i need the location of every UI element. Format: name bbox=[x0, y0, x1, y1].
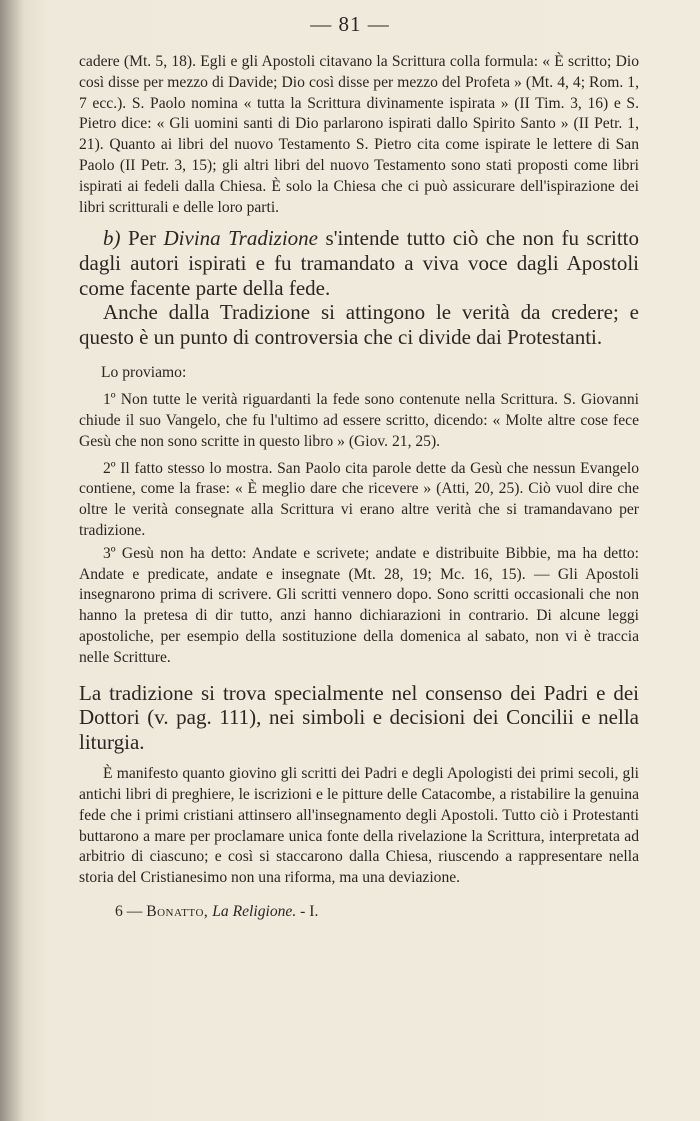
tradition-controversy: Anche dalla Tradizione si attingono le verità da credere; e questo è un punto di controversia che ci divide dai Protestanti. bbox=[79, 300, 639, 349]
tradition-definition: b) Per Divina Tradizione s'intende tutto ciò che non fu scritto dagli autori ispirati e fu tramandato a viva voce dagli Apostoli come facente parte della fede. bbox=[79, 226, 640, 300]
proof-item-1: 1º Non tutte le verità riguardanti la fede sono contenute nella Scrittura. S. Giovanni chiude il suo Vangelo, che fu l'ultimo ad essere scritto, dicendo: « Molte altre cose fece Gesù che non sono scritte in questo libro » (Giov. 21, 25). bbox=[79, 391, 639, 450]
tradition-sources: La tradizione si trova specialmente nel consenso dei Padri e dei Dottori (v. pag. 111), nei simboli e decisioni dei Concilii e nella liturgia. bbox=[79, 680, 639, 754]
proof-item-3: 3º Gesù non ha detto: Andate e scrivete; andate e distribuite Bibbie, ma ha detto: Andate e predicate, andate e insegnate (Mt. 28, 19; Mc. 16, 15). — Gli Apostoli insegnarono prima di scrivere. Gli scritti vennero dopo. Sono scritti occasionali che non hanno la pretesa di dir tutto, anzi hanno dichiarazioni in contrario. Di alcune leggi apostoliche, per esempio della sostituzione della domenica al sabato, non vi è traccia nelle Scritture. bbox=[79, 544, 639, 666]
term-divina-tradizione: Divina Tradizione bbox=[163, 226, 319, 251]
proof-item-2: 2º Il fatto stesso lo mostra. San Paolo cita parole dette da Gesù che nessun Evangelo contiene, come la frase: « È meglio dare che ricevere » (Atti, 20, 25). Ciò vuol dire che oltre le verità consegnate alla Scrittura vi erano altre verità che si tramandavano per tradizione. bbox=[79, 459, 639, 539]
proof-intro: Lo proviamo: bbox=[101, 364, 187, 382]
intro-paragraph: cadere (Mt. 5, 18). Egli e gli Apostoli citavano la Scrittura colla formula: « È scritto; Dio così disse per mezzo di Davide; Dio così disse per mezzo del Profeta » (Mt. 4, 4; Rom. 1, 7 ecc.). S. Paolo nomina « tutta la Scrittura divinamente ispirata » (II Tim. 3, 16) e S. Pietro dice: « Gli uomini santi di Dio parlarono ispirati dallo Spirito Santo » (II Petr. 1, 21). Quanto ai libri del nuovo Testamento S. Pietro cita come ispirate le lettere di San Paolo (II Petr. 3, 15); gli altri libri del nuovo Testamento sono stati proposti come libri ispirati ai fedeli dalla Chiesa. È solo la Chiesa che ci può assicurare dell'ispirazione dei libri scritturali e delle loro parti. bbox=[79, 53, 639, 216]
printer-signature: 6 — Bonatto, La Religione. - I. bbox=[115, 903, 319, 921]
footer-title: La Religione. bbox=[212, 903, 297, 921]
manifesto-paragraph: È manifesto quanto giovino gli scritti dei Padri e degli Apologisti dei primi secoli, gli antichi libri di preghiere, le iscrizioni e le pitture delle Catacombe, a ristabilire la genuina fede che i primi cristiani attinsero all'insegnamento degli Apostoli. Tutto ciò i Protestanti buttarono a mare per proclamare unica fonte della rivelazione la Scrittura, interpretata ad arbitrio di ciascuno; e così si staccarono dalla Chiesa, riuscendo a rappresentare nella storia del Cristianesimo non una riforma, ma una deviazione. bbox=[79, 765, 639, 887]
section-marker: b) bbox=[103, 226, 121, 251]
page-number: — 81 — bbox=[310, 12, 390, 36]
page-body bbox=[79, 52, 639, 921]
footer-author: Bonatto, bbox=[146, 903, 209, 921]
binding-shadow bbox=[0, 0, 22, 1121]
